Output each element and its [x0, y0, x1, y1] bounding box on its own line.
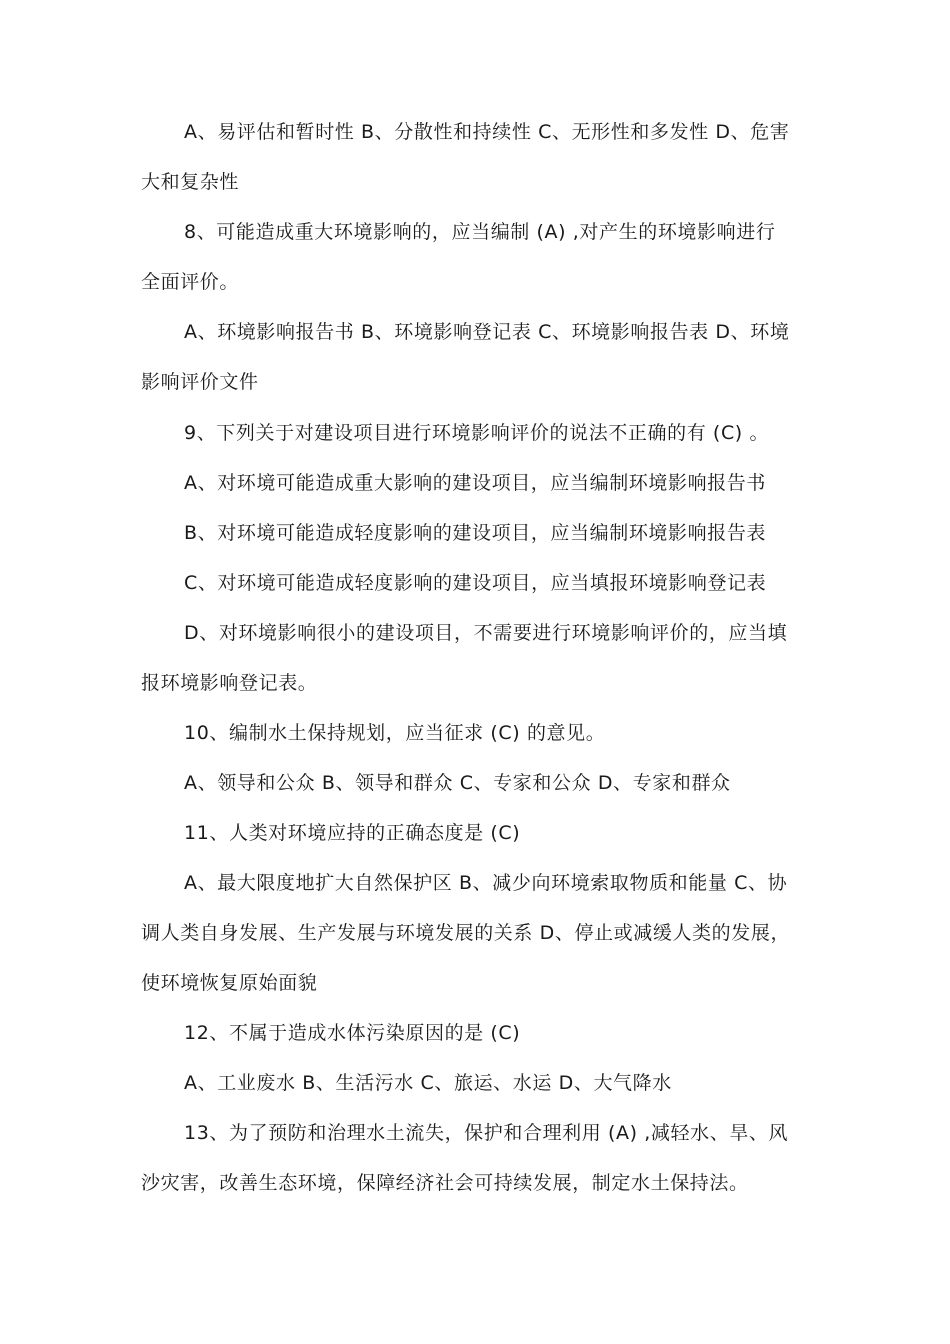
- text-line: 11、人类对环境应持的正确态度是 (C): [184, 822, 521, 844]
- text-line: 12、不属于造成水体污染原因的是 (C): [184, 1022, 521, 1044]
- text-line: 9、下列关于对建设项目进行环境影响评价的说法不正确的有 (C) 。: [184, 422, 770, 444]
- text-line: 使环境恢复原始面貌: [141, 972, 318, 994]
- text-line: A、易评估和暂时性 B、分散性和持续性 C、无形性和多发性 D、危害: [184, 121, 790, 143]
- text-line: A、最大限度地扩大自然保护区 B、减少向环境索取物质和能量 C、协: [184, 872, 788, 894]
- text-line: 13、为了预防和治理水土流失，保护和合理利用 (A) ,减轻水、旱、风: [184, 1122, 789, 1144]
- text-line: B、对环境可能造成轻度影响的建设项目，应当编制环境影响报告表: [184, 522, 767, 544]
- text-line: 8、可能造成重大环境影响的，应当编制 (A) ,对产生的环境影响进行: [184, 221, 776, 243]
- text-line: 大和复杂性: [141, 171, 240, 193]
- text-line: A、环境影响报告书 B、环境影响登记表 C、环境影响报告表 D、环境: [184, 321, 790, 343]
- text-line: A、对环境可能造成重大影响的建设项目，应当编制环境影响报告书: [184, 472, 766, 494]
- text-line: 影响评价文件: [141, 371, 259, 393]
- text-line: 报环境影响登记表。: [141, 672, 318, 694]
- text-line: 10、编制水土保持规划，应当征求 (C) 的意见。: [184, 722, 606, 744]
- text-line: 全面评价。: [141, 271, 240, 293]
- text-line: A、工业废水 B、生活污水 C、旅运、水运 D、大气降水: [184, 1072, 672, 1094]
- text-line: C、对环境可能造成轻度影响的建设项目，应当填报环境影响登记表: [184, 572, 767, 594]
- text-line: A、领导和公众 B、领导和群众 C、专家和公众 D、专家和群众: [184, 772, 731, 794]
- text-line: 沙灾害，改善生态环境，保障经济社会可持续发展，制定水土保持法。: [141, 1172, 749, 1194]
- text-line: D、对环境影响很小的建设项目，不需要进行环境影响评价的，应当填: [184, 622, 788, 644]
- text-line: 调人类自身发展、生产发展与环境发展的关系 D、停止或减缓人类的发展，: [141, 922, 791, 944]
